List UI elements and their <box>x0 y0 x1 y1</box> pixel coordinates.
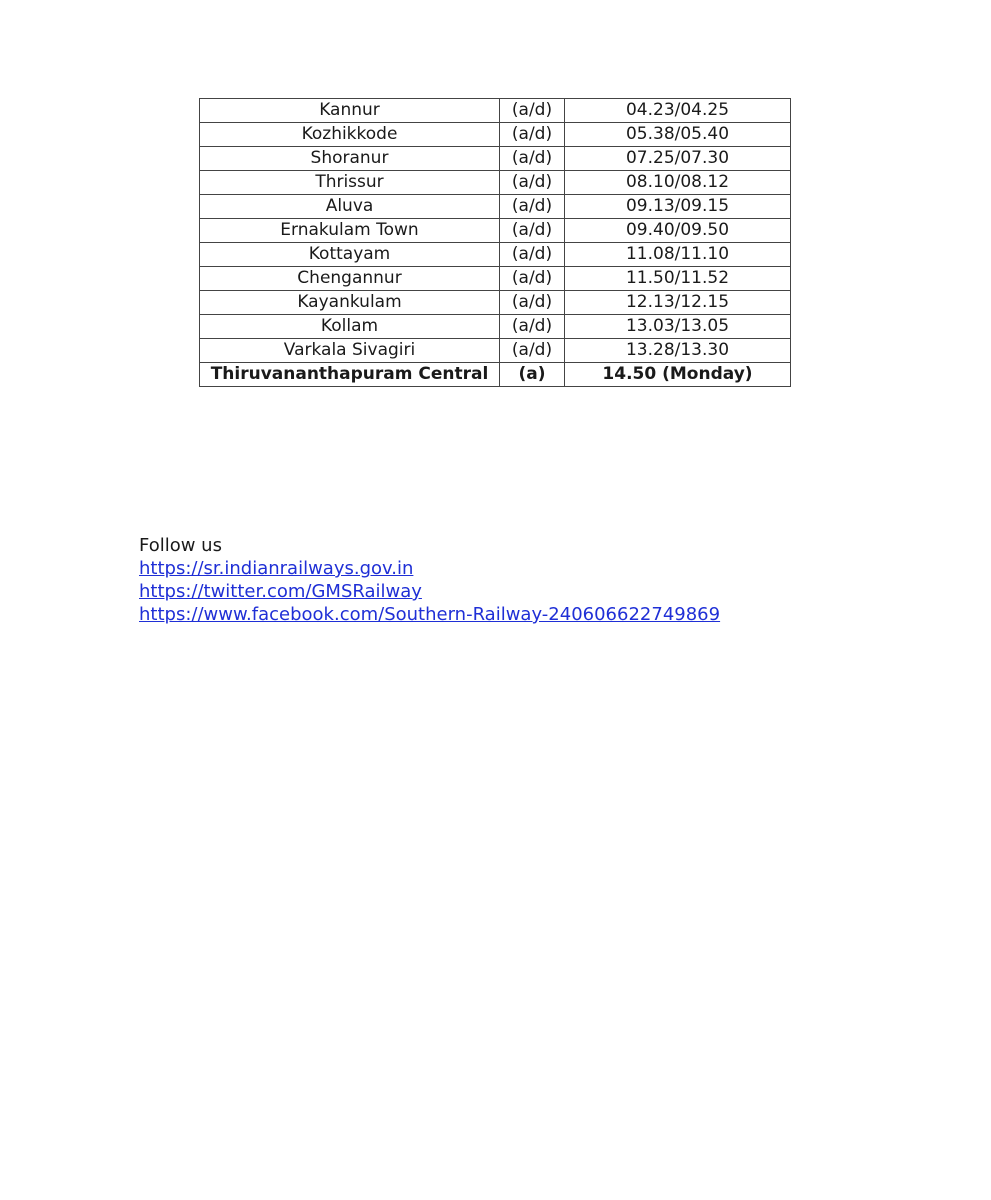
code-cell: (a/d) <box>500 171 565 195</box>
station-cell: Kannur <box>200 99 500 123</box>
code-cell: (a) <box>500 363 565 387</box>
time-cell: 05.38/05.40 <box>565 123 791 147</box>
table-row <box>200 291 791 315</box>
station-cell: Kayankulam <box>200 291 500 315</box>
station-cell: Aluva <box>200 195 500 219</box>
follow-us-section <box>139 534 720 626</box>
code-cell: (a/d) <box>500 315 565 339</box>
station-cell: Thiruvananthapuram Central <box>200 363 500 387</box>
station-cell: Kollam <box>200 315 500 339</box>
twitter-link[interactable]: https://twitter.com/GMSRailway <box>139 581 422 602</box>
table-row <box>200 339 791 363</box>
table-row <box>200 147 791 171</box>
table-row <box>200 99 791 123</box>
table-row <box>200 243 791 267</box>
station-cell: Chengannur <box>200 267 500 291</box>
table-row <box>200 219 791 243</box>
follow-us-label: Follow us <box>139 535 222 556</box>
code-cell: (a/d) <box>500 267 565 291</box>
time-cell: 08.10/08.12 <box>565 171 791 195</box>
station-cell: Ernakulam Town <box>200 219 500 243</box>
code-cell: (a/d) <box>500 147 565 171</box>
code-cell: (a/d) <box>500 339 565 363</box>
table-row <box>200 267 791 291</box>
table-row <box>200 315 791 339</box>
station-cell: Kozhikkode <box>200 123 500 147</box>
time-cell: 12.13/12.15 <box>565 291 791 315</box>
station-cell: Shoranur <box>200 147 500 171</box>
code-cell: (a/d) <box>500 195 565 219</box>
time-cell: 09.40/09.50 <box>565 219 791 243</box>
website-link[interactable]: https://sr.indianrailways.gov.in <box>139 558 414 579</box>
station-cell: Varkala Sivagiri <box>200 339 500 363</box>
time-cell: 04.23/04.25 <box>565 99 791 123</box>
table-row <box>200 195 791 219</box>
code-cell: (a/d) <box>500 123 565 147</box>
time-cell: 09.13/09.15 <box>565 195 791 219</box>
time-cell: 11.50/11.52 <box>565 267 791 291</box>
timetable <box>199 98 791 387</box>
time-cell: 11.08/11.10 <box>565 243 791 267</box>
facebook-link[interactable]: https://www.facebook.com/Southern-Railway-240606622749869 <box>139 604 721 625</box>
code-cell: (a/d) <box>500 243 565 267</box>
table-row-destination <box>200 363 791 387</box>
time-cell: 13.28/13.30 <box>565 339 791 363</box>
code-cell: (a/d) <box>500 291 565 315</box>
time-cell: 07.25/07.30 <box>565 147 791 171</box>
time-cell: 14.50 (Monday) <box>565 363 791 387</box>
table-row <box>200 171 791 195</box>
table-row <box>200 123 791 147</box>
station-cell: Kottayam <box>200 243 500 267</box>
code-cell: (a/d) <box>500 219 565 243</box>
code-cell: (a/d) <box>500 99 565 123</box>
time-cell: 13.03/13.05 <box>565 315 791 339</box>
station-cell: Thrissur <box>200 171 500 195</box>
